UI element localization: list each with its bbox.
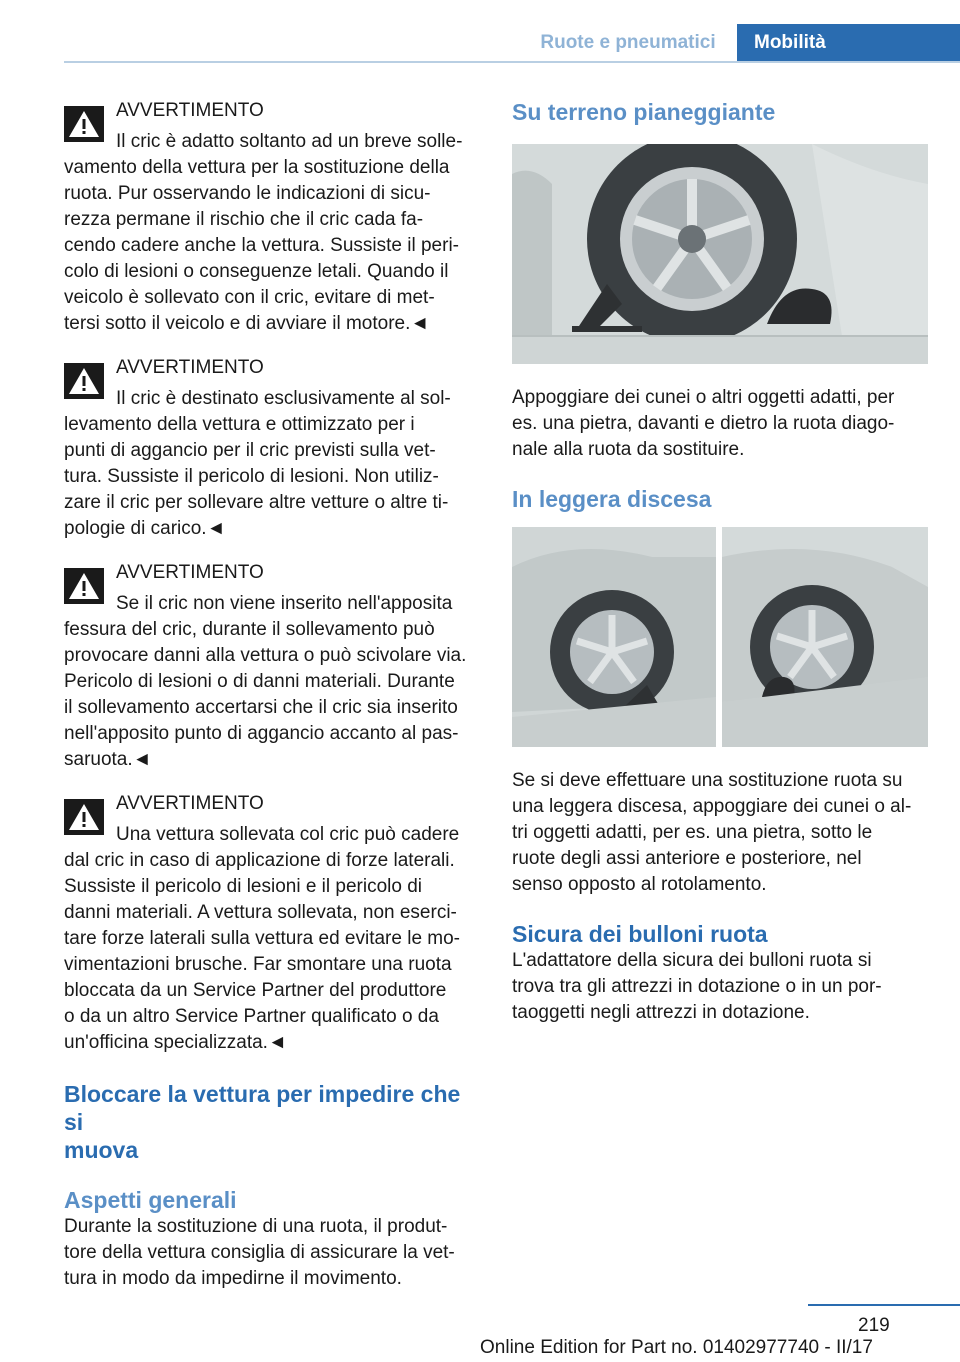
- footer-edition: Online Edition for Part no. 01402977740 - II/17: [480, 1337, 873, 1358]
- body-text-line: ruote degli assi anteriore e posteriore, nel: [512, 848, 862, 869]
- warning-text-line: Il cric è destinato esclusivamente al sol-: [116, 388, 451, 409]
- header-section-tab[interactable]: Ruote e pneumatici: [540, 32, 716, 53]
- body-text-line: trova tra gli attrezzi in dotazione o in un por-: [512, 976, 882, 997]
- body-text-line: tura in modo da impedirne il movimento.: [64, 1268, 402, 1289]
- warning-title: AVVERTIMENTO: [116, 793, 264, 814]
- warning-text-line: Il cric è adatto soltanto ad un breve solle-: [116, 131, 463, 152]
- warning-text-line: tare forze laterali sulla vettura ed evitare le mo-: [64, 928, 461, 949]
- body-text-line: Se si deve effettuare una sostituzione ruota su: [512, 770, 903, 791]
- warning-title: AVVERTIMENTO: [116, 562, 264, 583]
- right-column: [512, 98, 928, 1026]
- body-text-line: Durante la sostituzione di una ruota, il produt-: [64, 1216, 448, 1237]
- warning-text-line: saruota.◄: [64, 749, 152, 770]
- warning-text-line: colo di lesioni o conseguenze letali. Quando il: [64, 261, 449, 282]
- body-text-line: tore della vettura consiglia di assicurare la vet-: [64, 1242, 455, 1263]
- warning-block: [64, 560, 478, 773]
- header-chapter-tab[interactable]: Mobilità: [737, 24, 960, 61]
- warning-text-line: Se il cric non viene inserito nell'apposita: [116, 593, 453, 614]
- body-text-line: taoggetti negli attrezzi in dotazione.: [512, 1002, 810, 1023]
- subheading: Aspetti generali: [64, 1187, 237, 1213]
- warning-title: AVVERTIMENTO: [116, 100, 264, 121]
- warning-title: AVVERTIMENTO: [116, 357, 264, 378]
- footer-rule: [808, 1304, 960, 1306]
- warning-block: [64, 791, 478, 1056]
- warning-text-line: Una vettura sollevata col cric può cadere: [116, 824, 460, 845]
- warning-text-line: vamento della vettura per la sostituzione della: [64, 157, 450, 178]
- warning-text-line: bloccata da un Service Partner del produttore: [64, 980, 447, 1001]
- warning-icon: [64, 363, 104, 399]
- warning-text-line: vimentazioni brusche. Far smontare una ruota: [64, 954, 452, 975]
- warning-text-line: Sussiste il pericolo di lesioni e il pericolo di: [64, 876, 423, 897]
- body-text-line: tri oggetti adatti, per es. una pietra, sotto le: [512, 822, 873, 843]
- warning-text-line: fessura del cric, durante il sollevamento può: [64, 619, 435, 640]
- warning-text-line: provocare danni alla vettura o può scivolare via.: [64, 645, 467, 666]
- level-ground-illustration: [512, 144, 928, 364]
- subheading: In leggera discesa: [512, 486, 712, 512]
- warning-block: [64, 98, 478, 337]
- warning-icon: [64, 568, 104, 604]
- warning-text-line: tersi sotto il veicolo e di avviare il motore.◄: [64, 313, 430, 334]
- warning-text-line: tura. Sussiste il pericolo di lesioni. Non utiliz-: [64, 466, 439, 487]
- body-text-line: Appoggiare dei cunei o altri oggetti adatti, per: [512, 387, 895, 408]
- warning-text-line: nell'apposito punto di aggancio accanto al pas-: [64, 723, 459, 744]
- warning-text-line: Pericolo di lesioni o di danni materiali. Durante: [64, 671, 455, 692]
- section-heading: Bloccare la vettura per impedire che si: [64, 1081, 461, 1135]
- warning-text-line: o da un altro Service Partner qualificato o da: [64, 1006, 439, 1027]
- body-text-line: L'adattatore della sicura dei bulloni ruota si: [512, 950, 872, 971]
- warning-block: [64, 355, 478, 542]
- warning-text-line: punti di aggancio per il cric previsti sulla vet-: [64, 440, 436, 461]
- body-text-line: senso opposto al rotolamento.: [512, 874, 767, 895]
- warning-icon: [64, 106, 104, 142]
- header-rule: [64, 61, 960, 63]
- warning-text-line: danni materiali. A vettura sollevata, non eserci-: [64, 902, 457, 923]
- warning-text-line: cendo cadere anche la vettura. Sussiste il peri-: [64, 235, 459, 256]
- warning-text-line: dal cric in caso di applicazione di forze laterali.: [64, 850, 455, 871]
- body-text-line: una leggera discesa, appoggiare dei cunei o al-: [512, 796, 912, 817]
- left-column: [64, 98, 478, 1292]
- warning-text-line: un'officina specializzata.◄: [64, 1032, 287, 1053]
- warning-icon: [64, 799, 104, 835]
- warning-text-line: il sollevamento accertarsi che il cric sia inserito: [64, 697, 458, 718]
- body-text-line: es. una pietra, davanti e dietro la ruota diago-: [512, 413, 895, 434]
- subheading: Su terreno pianeggiante: [512, 99, 776, 125]
- warning-text-line: zare il cric per sollevare altre vetture o altre ti-: [64, 492, 449, 513]
- warning-text-line: levamento della vettura e ottimizzato per i: [64, 414, 415, 435]
- body-text-line: nale alla ruota da sostituire.: [512, 439, 745, 460]
- page-number: 219: [858, 1315, 890, 1336]
- section-heading: muova: [64, 1137, 139, 1163]
- warning-text-line: ruota. Pur osservando le indicazioni di sicu-: [64, 183, 431, 204]
- warning-text-line: rezza permane il rischio che il cric cada fa-: [64, 209, 424, 230]
- section-heading: Sicura dei bulloni ruota: [512, 921, 768, 947]
- warning-text-line: veicolo è sollevato con il cric, evitare di met-: [64, 287, 435, 308]
- warning-text-line: pologie di carico.◄: [64, 518, 226, 539]
- slight-slope-illustration: [512, 527, 928, 747]
